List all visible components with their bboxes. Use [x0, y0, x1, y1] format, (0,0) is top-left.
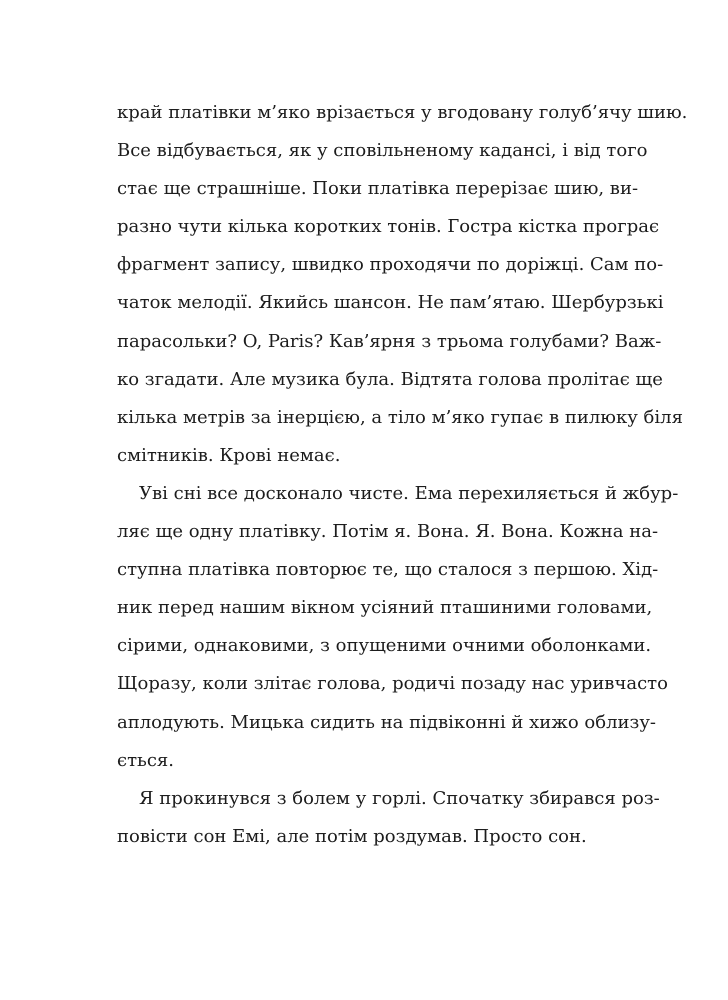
text-line: сірими, однаковими, з опущеними очними оболонками.: [117, 635, 652, 657]
text-line: повісти сон Емі, але потім роздумав. Просто сон.: [117, 825, 587, 847]
text-line: стає ще страшніше. Поки платівка перерізає шию, ви-: [117, 178, 639, 200]
text-line: край платівки м’яко врізається у вгодовану голуб’ячу шию.: [117, 102, 688, 123]
text-line: кілька метрів за інерцією, а тіло м’яко гупає в пилюку біля: [117, 406, 683, 428]
text-line: парасольки? O, Paris? Кав’ярня з трьома голубами? Важ-: [117, 330, 662, 352]
text-line: аплодують. Мицька сидить на підвіконні й хижо облизу-: [117, 711, 657, 733]
text-line: ється.: [117, 749, 174, 771]
text-line: Щоразу, коли злітає голова, родичі позаду нас уривчасто: [117, 673, 668, 695]
text-line: чаток мелодії. Якийсь шансон. Не пам’ятаю. Шербурзькі: [117, 292, 664, 314]
body-text: [117, 94, 688, 856]
text-line: разно чути кілька коротких тонів. Гостра кістка програє: [117, 216, 660, 238]
paragraph-first-line: Я прокинувся з болем у горлі. Спочатку збирався роз-: [139, 787, 660, 809]
text-line: фрагмент запису, швидко проходячи по доріжці. Сам по-: [117, 254, 664, 276]
paragraph-first-line: Уві сні все досконало чисте. Ема перехиляється й жбур-: [139, 482, 679, 504]
text-line: Все відбувається, як у сповільненому кадансі, і від того: [117, 140, 648, 162]
text-line: ко згадати. Але музика була. Відтята голова пролітає ще: [117, 368, 663, 390]
text-line: ляє ще одну платівку. Потім я. Вона. Я. Вона. Кожна на-: [117, 521, 659, 543]
text-line: ступна платівка повторює те, що сталося з першою. Хід-: [117, 559, 659, 581]
text-line: смітників. Крові немає.: [117, 444, 341, 466]
text-line: ник перед нашим вікном усіяний пташиними головами,: [117, 597, 653, 619]
